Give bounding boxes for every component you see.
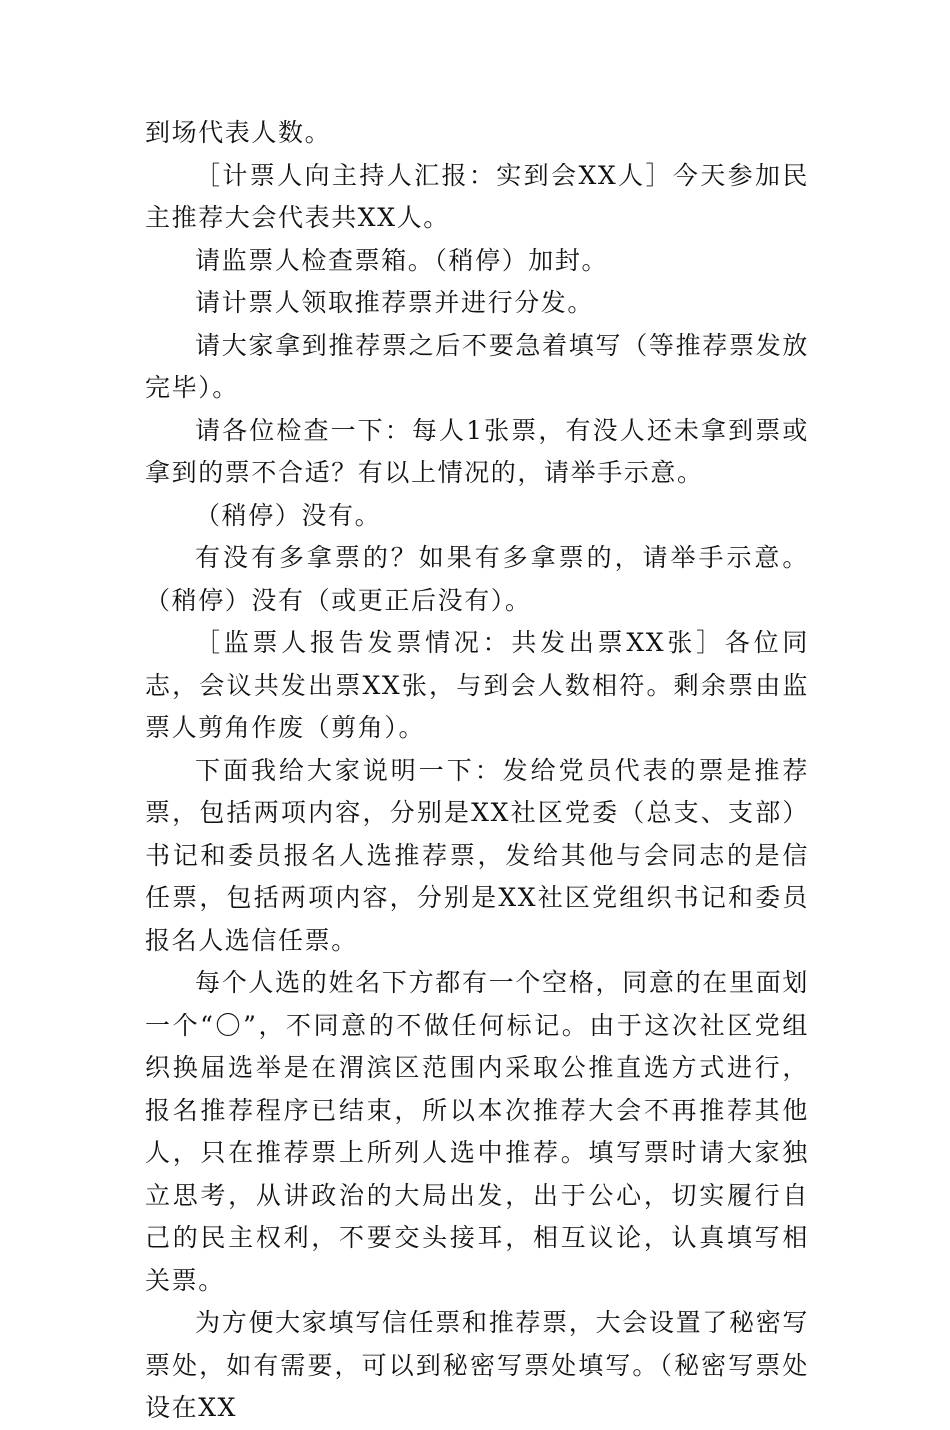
paragraph-10: 下面我给大家说明一下：发给党员代表的票是推荐票，包括两项内容，分别是XX社区党委（总支、支部）书记和委员报名人选推荐票，发给其他与会同志的是信任票，包括两项内容，分别是XX社区党组织书记和委员报名人选信任票。: [145, 755, 809, 955]
paragraph-3: 请监票人检查票箱。（稍停）加封。: [195, 245, 609, 275]
paragraph-5: 请大家拿到推荐票之后不要急着填写（等推荐票发放完毕）。: [145, 330, 809, 402]
paragraph-1: 到场代表人数。: [145, 118, 332, 147]
paragraph-9: ［监票人报告发票情况：共发出票XX张］各位同志，会议共发出票XX张，与到会人数相符。剩余票由监票人剪角作废（剪角）。: [145, 628, 809, 742]
paragraph-7: （稍停）没有。: [195, 500, 382, 530]
document-body: [145, 112, 809, 1430]
paragraph-8: 有没有多拿票的？如果有多拿票的，请举手示意。（稍停）没有（或更正后没有）。: [145, 543, 809, 615]
paragraph-12: 为方便大家填写信任票和推荐票，大会设置了秘密写票处，如有需要，可以到秘密写票处填写。（秘密写票处设在XX: [145, 1308, 809, 1422]
paragraph-11: 每个人选的姓名下方都有一个空格，同意的在里面划一个“〇”，不同意的不做任何标记。由于这次社区党组织换届选举是在渭滨区范围内采取公推直选方式进行，报名推荐程序已结束，所以本次推荐大会不再推荐其他人，只在推荐票上所列人选中推荐。填写票时请大家独立思考，从讲政治的大局出发，出于公心，切实履行自己的民主权利，不要交头接耳，相互议论，认真填写相关票。: [145, 968, 809, 1295]
paragraph-4: 请计票人领取推荐票并进行分发。: [195, 288, 595, 317]
paragraph-6: 请各位检查一下：每人1张票，有没人还未拿到票或拿到的票不合适？有以上情况的，请举手示意。: [145, 415, 809, 487]
paragraph-2: ［计票人向主持人汇报：实到会XX人］今天参加民主推荐大会代表共XX人。: [145, 160, 809, 232]
